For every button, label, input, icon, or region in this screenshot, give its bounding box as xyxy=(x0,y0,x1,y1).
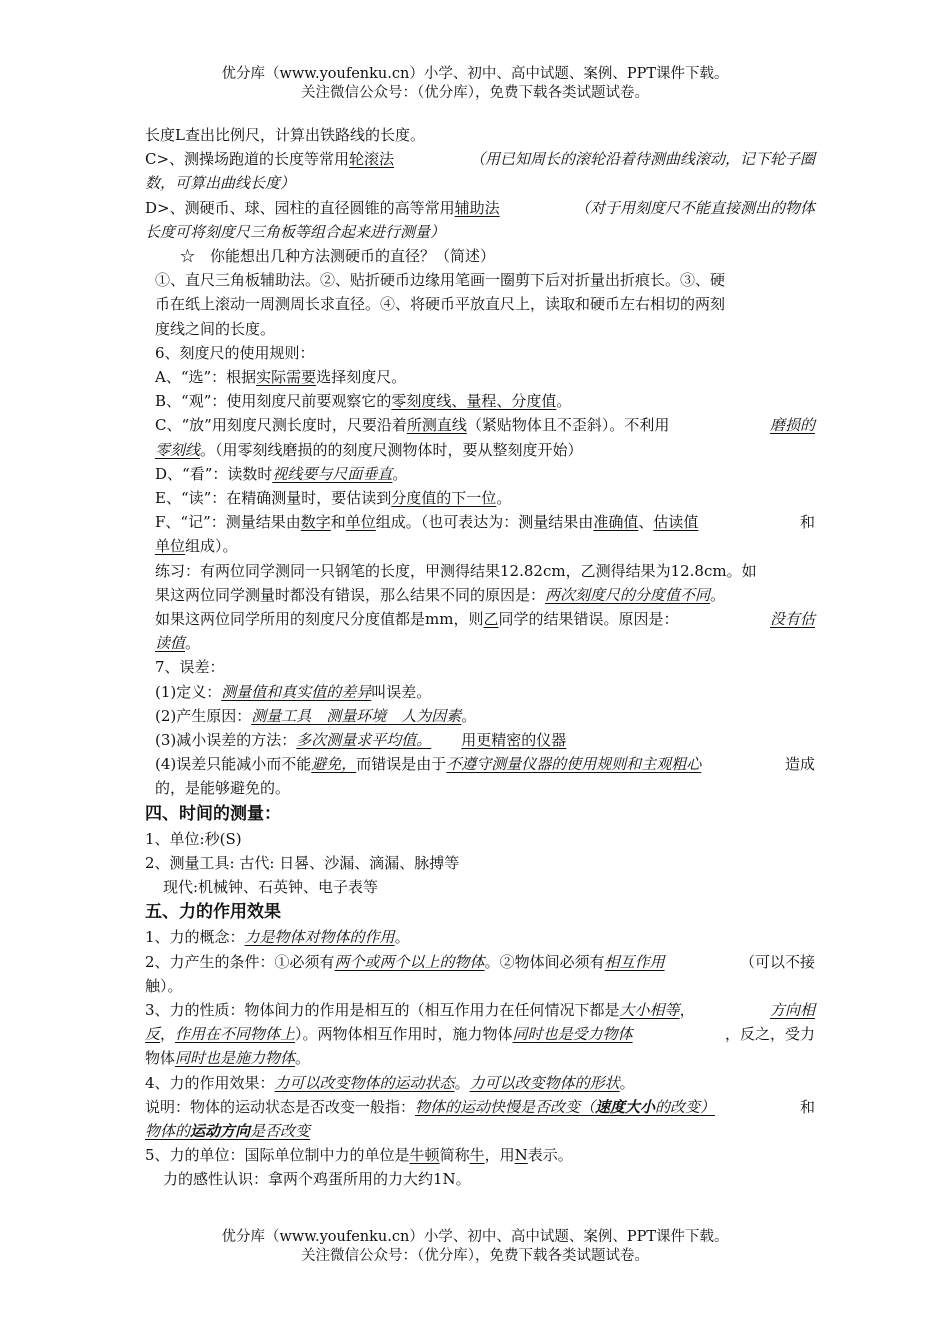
underlined-term: 估读值 xyxy=(653,513,699,532)
underlined-term: 零刻线 xyxy=(155,440,201,459)
document-body xyxy=(145,123,815,1192)
text: (3)减小误差的方法： xyxy=(155,731,297,750)
underlined-term: 的改变） xyxy=(655,1097,716,1116)
text: ①、直尺三角板辅助法。②、贴折硬币边缘用笔画一圈剪下后对折量出折痕长。③、硬 xyxy=(155,271,726,290)
text: 2、力产生的条件：①必须有 xyxy=(145,952,335,971)
underlined-term: 测量工具 测量环境 人为因素 xyxy=(251,706,462,725)
text: （紧贴物体且不歪斜）。不利用 xyxy=(466,416,670,435)
text: ）。两物体相互作用时，施力物体 xyxy=(295,1025,513,1044)
text: 币在纸上滚动一周测周长求直径。④、将硬币平放直尺上，读取和硬币左右相切的两刻 xyxy=(155,295,726,314)
exercise-line xyxy=(145,607,815,631)
underlined-term-bold: 运动方向 xyxy=(190,1121,251,1140)
text: ，反之，受力 xyxy=(724,1025,815,1044)
text: 。②物体间必须有 xyxy=(484,952,605,971)
text: (2)产生原因： xyxy=(155,706,252,725)
text: (4)误差只能减小而不能 xyxy=(155,755,312,774)
underlined-term: 零刻度线、量程、分度值 xyxy=(391,392,557,411)
text: 。 xyxy=(556,392,572,411)
text-line xyxy=(145,389,815,413)
text: 。 xyxy=(295,1049,311,1068)
text: 果这两位同学测量时都没有错误，那么结果不同的原因是： xyxy=(155,585,546,604)
text: 。 xyxy=(710,585,726,604)
text: 而错误是由于 xyxy=(356,755,447,774)
underlined-term: 方向相 xyxy=(769,1000,815,1019)
blank-space xyxy=(431,728,461,752)
text: 。 xyxy=(394,928,410,947)
underlined-term: 力是物体对物体的作用 xyxy=(244,928,395,947)
underlined-term: 单位 xyxy=(345,513,376,532)
text: 和 xyxy=(330,513,346,532)
text-line xyxy=(145,1143,815,1167)
text: 2、测量工具: 古代: 日晷、沙漏、滴漏、脉搏等 xyxy=(145,853,460,872)
underlined-term: 用更精密的仪器 xyxy=(461,731,567,750)
text-line xyxy=(145,974,815,998)
text-line xyxy=(145,123,815,147)
underlined-term-bold: 速度大小 xyxy=(595,1097,656,1116)
underlined-term: 轮滚法 xyxy=(349,150,395,169)
text-line xyxy=(145,438,815,462)
text-line xyxy=(145,728,815,752)
text-line xyxy=(145,950,815,974)
heading-text: 四、时间的测量： xyxy=(145,803,281,824)
exercise-line xyxy=(145,559,815,583)
answer: 没有估 xyxy=(769,610,815,629)
underlined-term: 准确值 xyxy=(593,513,639,532)
text-line xyxy=(145,851,815,875)
text: 。 xyxy=(454,1073,470,1092)
underlined-term: 数字 xyxy=(300,513,331,532)
text: 1、力的概念： xyxy=(145,928,245,947)
text-line xyxy=(145,147,815,171)
underlined-term: 同时也是受力物体 xyxy=(512,1025,633,1044)
underlined-term: 磨损的 xyxy=(769,416,815,435)
text-line xyxy=(145,486,815,510)
text: ，用 xyxy=(484,1146,515,1165)
underlined-term: 作用在不同物体上 xyxy=(175,1025,296,1044)
heading-text: 五、力的作用效果 xyxy=(145,902,281,923)
text: 1、单位:秒(S) xyxy=(145,829,242,848)
text: 简称 xyxy=(439,1146,470,1165)
annotation: 数，可算出曲线长度） xyxy=(145,174,296,193)
text: C、“放”用刻度尺测长度时，尺要沿着 xyxy=(155,416,407,435)
question-line xyxy=(145,244,815,268)
underlined-term: N xyxy=(514,1146,528,1165)
text-line xyxy=(145,680,815,704)
text: 。 xyxy=(496,489,512,508)
text: （可以不接 xyxy=(739,952,815,971)
annotation: （用已知周长的滚轮沿着待测曲线滚动，记下轮子圈 xyxy=(469,150,815,169)
underlined-term: 分度值的下一位 xyxy=(391,489,497,508)
text-line xyxy=(145,1071,815,1095)
header-line-1: 优分库（www.youfenku.cn）小学、初中、高中试题、案例、PPT课件下载。 xyxy=(221,66,729,82)
text: D>、测硬币、球、园柱的直径圆锥的高等常用 xyxy=(145,198,455,217)
text: 叫误差。 xyxy=(371,682,432,701)
text-line xyxy=(145,704,815,728)
page-footer xyxy=(0,1228,950,1266)
underlined-term: 视线要与尺面垂直 xyxy=(272,464,393,483)
text: 和 xyxy=(799,1097,815,1116)
underlined-term: 辅助法 xyxy=(454,198,500,217)
text: 触）。 xyxy=(145,976,183,995)
text: ☆ 你能想出几种方法测硬币的直径？（简述） xyxy=(180,247,496,266)
text: 选择刻度尺。 xyxy=(316,368,407,387)
text-line xyxy=(145,171,815,195)
text: 。 xyxy=(185,634,201,653)
exercise-line xyxy=(145,583,815,607)
underlined-term: 牛 xyxy=(469,1146,485,1165)
annotation: 长度可将刻度尺三角板等组合起来进行测量） xyxy=(145,222,446,241)
text: 力的感性认识：拿两个鸡蛋所用的力大约1N。 xyxy=(163,1170,471,1189)
underlined-term: 实际需要 xyxy=(256,368,317,387)
text-line xyxy=(145,317,815,341)
text: 同学的结果错误。原因是： xyxy=(498,610,679,629)
text: 组成）。 xyxy=(185,537,238,556)
underlined-term: 牛顿 xyxy=(409,1146,440,1165)
underlined-term: 同时也是施力物体 xyxy=(175,1049,296,1068)
text-line xyxy=(145,1119,815,1143)
underlined-term: 物体的运动快慢是否改变（ xyxy=(415,1097,596,1116)
text: 3、力的性质：物体间力的作用是相互的（相互作用力在任何情况下都是 xyxy=(145,1000,620,1019)
text: 现代:机械钟、石英钟、电子表等 xyxy=(163,878,379,897)
text-line xyxy=(145,510,815,534)
underlined-term: 所测直线 xyxy=(406,416,467,435)
footer-line-2: 关注微信公众号：（优分库），免费下载各类试题试卷。 xyxy=(301,1248,649,1264)
text-line xyxy=(145,196,815,220)
underlined-term: 力可以改变物体的运动状态 xyxy=(274,1073,455,1092)
text: E、“读”：在精确测量时，要估读到 xyxy=(155,489,392,508)
section-heading-4 xyxy=(145,802,815,827)
text-line xyxy=(145,875,815,899)
text: 说明：物体的运动状态是否改变一般指： xyxy=(145,1097,416,1116)
annotation: （对于用刻度尺不能直接测出的物体 xyxy=(574,198,815,217)
text: B、“观”：使用刻度尺前要观察它的 xyxy=(155,392,392,411)
underlined-term: 两个或两个以上的物体 xyxy=(334,952,485,971)
text: 表示。 xyxy=(527,1146,573,1165)
header-line-2: 关注微信公众号：（优分库），免费下载各类试题试卷。 xyxy=(301,85,649,101)
underlined-term: 多次测量求平均值。 xyxy=(296,731,432,750)
text-line xyxy=(145,998,815,1022)
text-line xyxy=(145,292,815,316)
text-line xyxy=(145,534,815,558)
underlined-term: 相互作用 xyxy=(604,952,665,971)
text-line xyxy=(145,1022,815,1046)
exercise-line xyxy=(145,631,815,655)
text: 度线之间的长度。 xyxy=(155,319,276,338)
underlined-term: 反 xyxy=(145,1025,161,1044)
text: 。 xyxy=(619,1073,635,1092)
text: C>、测操场跑道的长度等常用 xyxy=(145,150,350,169)
text: D、“看”：读数时 xyxy=(155,464,273,483)
text: 造成 xyxy=(784,755,815,774)
text-line xyxy=(145,925,815,949)
text-line xyxy=(145,1095,815,1119)
text-line xyxy=(145,462,815,486)
page-header xyxy=(0,65,950,103)
text-line xyxy=(145,655,815,679)
text-line xyxy=(145,776,815,800)
text: 、 xyxy=(638,513,654,532)
text: 组成。（也可表达为：测量结果由 xyxy=(375,513,594,532)
underlined-term: 单位 xyxy=(155,537,186,556)
text: 如果这两位同学所用的刻度尺分度值都是mm，则 xyxy=(155,610,484,629)
text-line xyxy=(145,752,815,776)
section-heading-5 xyxy=(145,900,815,925)
underlined-term: 避免， xyxy=(311,755,357,774)
text: ， xyxy=(679,1000,695,1019)
text-line xyxy=(145,827,815,851)
underlined-term: 测量值和真实值的差异 xyxy=(221,682,372,701)
text: (1)定义： xyxy=(155,682,222,701)
text-line xyxy=(145,341,815,365)
text: 物体 xyxy=(145,1049,176,1068)
text: 4、力的作用效果： xyxy=(145,1073,275,1092)
text: 。（用零刻线磨损的的刻度尺测物体时，要从整刻度开始） xyxy=(200,440,583,459)
text-line xyxy=(145,1167,815,1191)
underlined-term: 力可以改变物体的形状 xyxy=(469,1073,620,1092)
underlined-term: 是否改变 xyxy=(250,1121,311,1140)
underlined-term: 物体的 xyxy=(145,1121,191,1140)
text-line xyxy=(145,365,815,389)
text: F、“记”：测量结果由 xyxy=(155,513,301,532)
text: 6、刻度尺的使用规则： xyxy=(155,343,315,362)
answer: 乙 xyxy=(483,610,499,629)
text: 。 xyxy=(461,706,477,725)
text: A、“选”：根据 xyxy=(155,368,257,387)
answer: 两次刻度尺的分度值不同 xyxy=(545,585,711,604)
underlined-term: 不遵守测量仪器的使用规则和主观粗心 xyxy=(446,755,702,774)
text-line xyxy=(145,220,815,244)
text: 。 xyxy=(392,464,408,483)
underlined-term: 大小相等 xyxy=(619,1000,680,1019)
text-line xyxy=(145,413,815,437)
text-line xyxy=(145,268,815,292)
text: 5、力的单位：国际单位制中力的单位是 xyxy=(145,1146,410,1165)
text: 7、误差： xyxy=(155,658,225,677)
text: 的，是能够避免的。 xyxy=(155,779,291,798)
text-line xyxy=(145,1046,815,1070)
text: 长度L查出比例尺，计算出铁路线的长度。 xyxy=(145,126,425,144)
footer-line-1: 优分库（www.youfenku.cn）小学、初中、高中试题、案例、PPT课件下载。 xyxy=(221,1229,729,1245)
text: 练习：有两位同学测同一只钢笔的长度，甲测得结果12.82cm，乙测得结果为12.8cm。如 xyxy=(155,561,757,580)
text: 和 xyxy=(799,513,815,532)
answer: 读值 xyxy=(155,634,186,653)
text: ， xyxy=(160,1025,176,1044)
